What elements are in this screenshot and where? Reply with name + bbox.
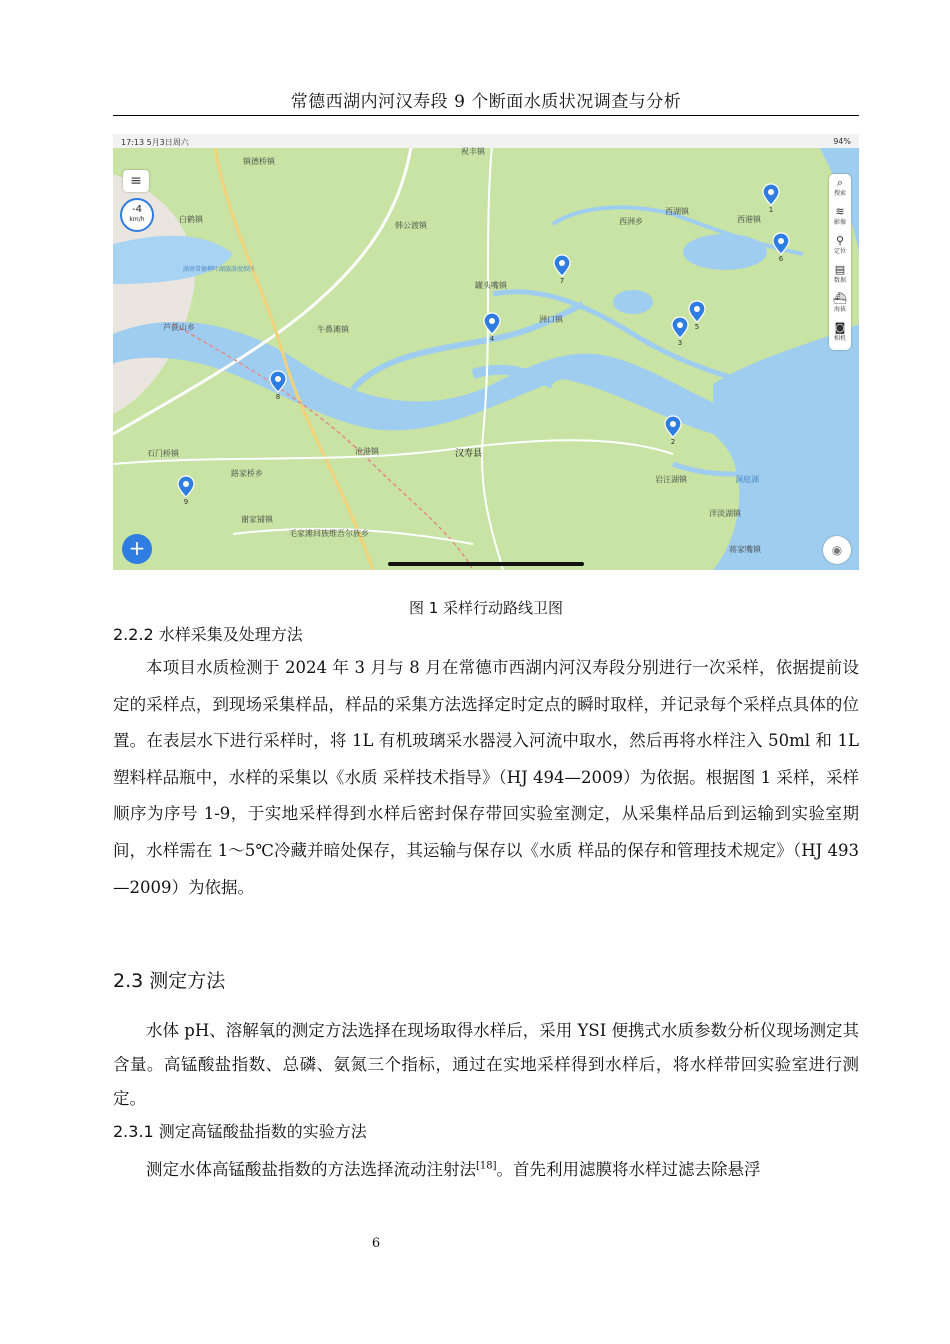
menu-button[interactable]: ≡ <box>123 170 149 192</box>
page-header: 常德西湖内河汉寿段 9 个断面水质状况调查与分析 <box>290 92 682 112</box>
place-label: 路家桥乡 <box>231 469 263 478</box>
sampling-marker[interactable]: 4 <box>481 312 503 346</box>
place-label: 石门桥镇 <box>147 449 179 458</box>
pin-icon: ⚲ <box>835 234 845 247</box>
sampling-marker[interactable]: 2 <box>662 415 684 449</box>
paragraph-permanganate-method: 测定水体高锰酸盐指数的方法选择流动注射法[18]。首先利用滤膜将水样过滤去除悬浮 <box>146 1160 761 1179</box>
sampling-marker[interactable]: 6 <box>770 232 792 266</box>
header-rule <box>113 115 859 116</box>
place-label: 沧港镇 <box>355 447 379 456</box>
map-toolbar <box>829 174 851 350</box>
altitude-tool-button[interactable]: ⛴ 海拔 <box>829 292 851 320</box>
paragraph-sampling-method: 本项目水质检测于 2024 年 3 月与 8 月在常德市西湖内河汉寿段分别进行一次采样，依据提前设定的采样点，到现场采集样品，样品的采集方法选择定时定点的瞬时取样，并记录每个采样点具体的位置。在表层水下进行采样时，将 1L 有机玻璃采水器浸入河流中取水，然后再将水样注入 50ml 和 1L 塑料样品瓶中，水样的采集以《水质 采样技术指导》（HJ 494—2009）为依据。根据图 1 采样，采样顺序为序号 1-9，于实地采样得到水样后密封保存带回实验室测定，从采集样品后到运输到实验室期间，水样需在 1～5℃冷藏并暗处保存，其运输与保存以《水质 样品的保存和管理技术规定》（HJ 493—2009）为依据。 <box>113 658 859 897</box>
place-label: 洞庭湖 <box>735 475 759 484</box>
camera-icon: ◙ <box>834 321 846 334</box>
place-label: 罐头嘴镇 <box>475 281 507 290</box>
place-label: 湖南常德柳叶湖旅游度假区 <box>183 266 256 273</box>
sampling-marker[interactable]: 9 <box>175 475 197 509</box>
section-heading-2-2-2: 2.2.2 水样采集及处理方法 <box>113 625 303 644</box>
sampling-marker[interactable]: 1 <box>760 183 782 217</box>
place-label: 芦荻山乡 <box>163 323 195 332</box>
sampling-marker[interactable]: 8 <box>267 370 289 404</box>
folder-icon: ▤ <box>834 263 846 276</box>
sampling-marker[interactable]: 5 <box>686 300 708 334</box>
citation[interactable]: [18] <box>476 1160 497 1172</box>
figure-caption: 图 1 采样行动路线卫图 <box>408 599 564 617</box>
locate-tool-button[interactable]: ⚲ 定位 <box>829 234 851 262</box>
eye-icon[interactable]: ◉ <box>823 536 851 564</box>
sampling-marker[interactable]: 7 <box>551 254 573 288</box>
sampling-marker[interactable]: 3 <box>669 316 691 350</box>
imagery-tool-button[interactable]: ≋ 影像 <box>829 205 851 233</box>
place-label: 牛鼻滩镇 <box>317 325 349 334</box>
place-label: 蒋家嘴镇 <box>729 545 761 554</box>
camera-tool-button[interactable]: ◙ 相机 <box>829 321 851 349</box>
layers-icon: ≋ <box>835 205 845 218</box>
place-label: 西洲乡 <box>619 217 643 226</box>
status-battery: 94% <box>833 137 851 146</box>
place-label: 西港镇 <box>737 215 761 224</box>
home-indicator <box>388 562 584 566</box>
search-tool-button[interactable]: ⌕ 搜索 <box>829 176 851 204</box>
add-button[interactable]: + <box>122 534 152 564</box>
place-label: 西湖镇 <box>665 207 689 216</box>
section-heading-2-3-1: 2.3.1 测定高锰酸盐指数的实验方法 <box>113 1122 367 1141</box>
page-number: 6 <box>371 1236 381 1251</box>
status-time: 17:13 5月3日周六 <box>121 138 189 147</box>
place-label: 洋淡湖镇 <box>709 509 741 518</box>
place-label: 汉寿县 <box>455 449 483 459</box>
search-icon: ⌕ <box>836 176 844 189</box>
speed-indicator: -4 km/h <box>120 198 154 232</box>
paragraph-measurement-method: 水体 pH、溶解氧的测定方法选择在现场取得水样后，采用 YSI 便携式水质参数分析仪现场测定其含量。高锰酸盐指数、总磷、氨氮三个指标，通过在实地采样得到水样后，将水样带回实验室进行测定。 <box>113 1021 859 1108</box>
place-label: 镇德桥镇 <box>243 157 275 166</box>
map-terrain <box>113 134 859 570</box>
sampling-route-map <box>113 134 859 570</box>
section-heading-2-3: 2.3 测定方法 <box>113 970 226 992</box>
place-label: 韩公渡镇 <box>395 221 427 230</box>
place-label: 毛家滩回族维吾尔族乡 <box>289 529 369 538</box>
place-label: 白鹤镇 <box>179 215 203 224</box>
boat-icon: ⛴ <box>833 292 847 305</box>
place-label: 岩汪湖镇 <box>655 475 687 484</box>
place-label: 祝丰镇 <box>461 147 485 156</box>
data-tool-button[interactable]: ▤ 数据 <box>829 263 851 291</box>
place-label: 谢家铺镇 <box>241 515 273 524</box>
place-label: 洲口镇 <box>539 315 563 324</box>
